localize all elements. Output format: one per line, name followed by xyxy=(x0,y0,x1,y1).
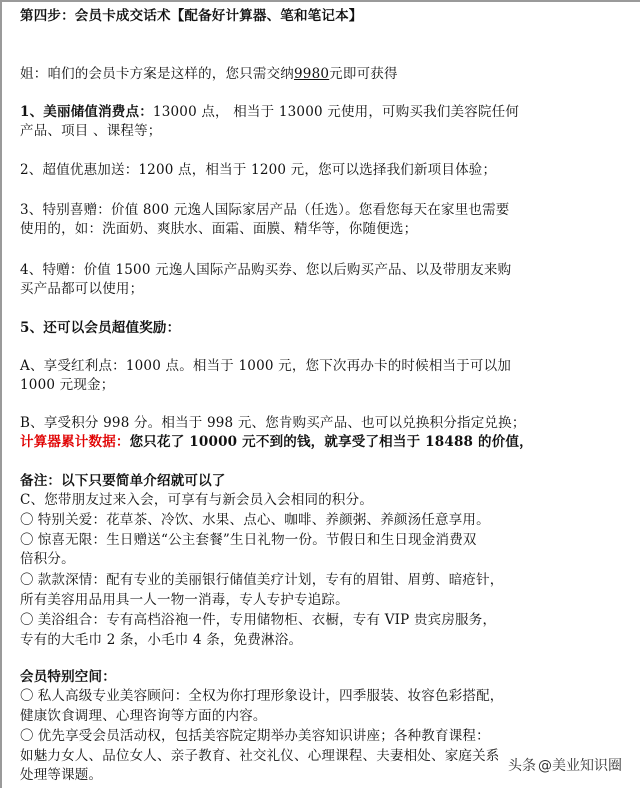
note-2-text: 惊喜无限：生日赠送“公主套餐”生日礼物一份。节假日和生日现金消费双 xyxy=(37,532,477,548)
note-2-cont: 倍积分。 xyxy=(20,551,75,567)
item-a-cont: 1000 元现金； xyxy=(20,377,115,393)
calc-label: 计算器累计数据： xyxy=(20,434,130,450)
item-5: 5、还可以会员超值奖励： xyxy=(20,320,181,336)
note-title: 备注：以下只要简单介绍就可以了 xyxy=(20,473,226,489)
watermark-text: @美业知识圈 xyxy=(538,758,622,774)
intro-line xyxy=(20,66,398,83)
note-1-text: 特别关爱：花草茶、冷饮、水果、点心、咖啡、养颜粥、养颜汤任意享用。 xyxy=(37,512,490,528)
step-title: 第四步：会员卡成交话术【配备好计算器、笔和笔记本】 xyxy=(20,8,363,24)
item-1-label: 1、美丽储值消费点： xyxy=(20,104,153,120)
item-1-text: 13000 点， 相当于 13000 元使用，可购买我们美容院任何 xyxy=(152,104,520,120)
item-2: 2、超值优惠加送：1200 点，相当于 1200 元，您可以选择我们新项目体验； xyxy=(20,162,497,178)
circle-bullet-icon: 〇 xyxy=(20,728,34,744)
note-4-cont: 专有的大毛巾 2 条，小毛巾 4 条，免费淋浴。 xyxy=(20,632,303,648)
space-1 xyxy=(20,688,504,705)
space-1-cont: 健康饮食调理、心理咨询等方面的内容。 xyxy=(20,708,267,724)
item-3-cont: 使用的，如：洗面奶、爽肤水、面霜、面膜、精华等，你随便选； xyxy=(20,221,418,237)
toutiao-logo-icon: 头条 xyxy=(508,758,536,774)
circle-bullet-icon: 〇 xyxy=(20,612,34,628)
item-1-cont: 产品、项目 、课程等； xyxy=(20,123,162,139)
intro-price: 9980 xyxy=(294,66,330,82)
space-2-text: 优先享受会员活动权，包括美容院定期举办美容知识讲座；各种教育课程： xyxy=(37,728,490,744)
calc-text: 您只花了 10000 元不到的钱，就享受了相当于 18488 的价值， xyxy=(129,434,533,450)
note-3-cont: 所有美容用品用具一人一物一消毒，专人专护专追踪。 xyxy=(20,592,349,608)
watermark xyxy=(504,754,626,776)
circle-bullet-icon: 〇 xyxy=(20,532,34,548)
note-c: C、您带朋友过来入会，可享有与新会员入会相同的积分。 xyxy=(20,492,374,508)
member-space-title: 会员特别空间： xyxy=(20,669,116,685)
circle-bullet-icon: 〇 xyxy=(20,572,34,588)
note-4 xyxy=(20,612,496,629)
item-b: B、享受积分 998 分。相当于 998 元、您肯购买产品、也可以兑换积分指定兑换； xyxy=(20,415,526,431)
intro-text-end: 元即可获得 xyxy=(329,66,398,82)
space-2-cont-2: 处理等课题。 xyxy=(20,767,103,783)
circle-bullet-icon: 〇 xyxy=(20,512,34,528)
note-1 xyxy=(20,512,490,529)
item-a: A、享受红利点：1000 点。相当于 1000 元，您下次再办卡的时候相当于可以加 xyxy=(20,358,512,374)
item-1 xyxy=(20,104,519,121)
space-1-text: 私人高级专业美容顾问：全权为你打理形象设计，四季服装、妆容色彩搭配， xyxy=(37,688,504,704)
note-3-text: 款款深情：配有专业的美丽银行储值美疗计划，专有的眉钳、眉剪、暗疮针， xyxy=(37,572,504,588)
item-4-cont: 买产品都可以使用； xyxy=(20,281,144,297)
note-2 xyxy=(20,532,477,549)
space-2 xyxy=(20,728,490,745)
intro-text: 姐：咱们的会员卡方案是这样的，您只需交纳 xyxy=(20,66,294,82)
space-2-cont: 如魅力女人、品位女人、亲子教育、社交礼仪、心理课程、夫妻相处、家庭关系 xyxy=(20,748,500,764)
item-3: 3、特别喜赠：价值 800 元逸人国际家居产品（任选）。您看您每天在家里也需要 xyxy=(20,202,510,218)
top-border xyxy=(0,0,640,2)
note-3 xyxy=(20,572,504,589)
calc-line xyxy=(20,434,533,451)
item-4: 4、特赠：价值 1500 元逸人国际产品购买券、您以后购买产品、以及带朋友来购 xyxy=(20,262,512,278)
note-4-text: 美浴组合：专有高档浴袍一件，专用储物柜、衣橱，专有 VIP 贵宾房服务， xyxy=(37,612,497,628)
left-border xyxy=(0,0,2,788)
circle-bullet-icon: 〇 xyxy=(20,688,34,704)
